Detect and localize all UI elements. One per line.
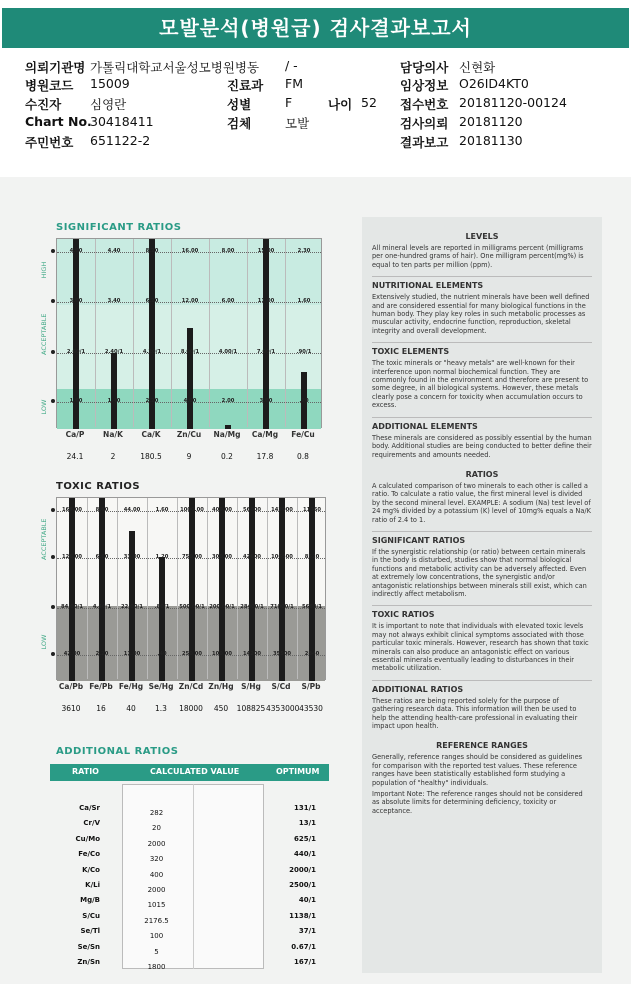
additional-optimum-value: 167/1 bbox=[293, 958, 316, 966]
scale-label: 3.00 bbox=[69, 297, 83, 304]
reference-heading: TOXIC ELEMENTS bbox=[372, 342, 592, 356]
reference-paragraph: If the synergistic relationship (or ratio) between certain minerals in the body is disturbed, studies show that normal biological functions and metabolic activity can be adversely affected. Even at extremely low concentrations, the synergistic and/or antagonistic relationships between minerals still exist, which can indirectly affect metabolism. bbox=[372, 547, 587, 598]
additional-current-value: 20 bbox=[152, 824, 161, 833]
scale-label: 3.40 bbox=[107, 297, 121, 304]
scale-label: 6.60 bbox=[95, 554, 109, 561]
scale-label: 126.00 bbox=[61, 554, 83, 561]
scale-label: 4.20/1 bbox=[142, 349, 162, 355]
grid-dot bbox=[51, 605, 55, 609]
ratio-value: 0.2 bbox=[221, 452, 233, 461]
scale-label: 100.00 bbox=[211, 651, 233, 658]
additional-ratio-label: Cr/V bbox=[83, 819, 100, 828]
additional-current-value: 2000 bbox=[147, 886, 166, 894]
reference-heading: NUTRITIONAL ELEMENTS bbox=[372, 276, 592, 290]
reference-heading: REFERENCE RANGES bbox=[436, 741, 528, 751]
ratio-value: 108825 bbox=[236, 704, 266, 713]
ratio-value: 16 bbox=[96, 704, 106, 713]
reference-paragraph: All mineral levels are reported in milligrams percent (milligrams per one-hundred grams of hair). One milligram percent(mg%) is equal to ten parts per million (ppm). bbox=[372, 244, 584, 269]
header-value: 15009 bbox=[90, 76, 130, 91]
header-value: O26ID4KT0 bbox=[459, 76, 529, 91]
chart-plot-area bbox=[56, 497, 326, 680]
ratio-bar bbox=[225, 425, 231, 429]
scale-label: 33.00 bbox=[123, 554, 141, 561]
scale-label: 300.00 bbox=[211, 554, 233, 561]
ratio-label: S/Hg bbox=[241, 682, 261, 691]
header-value: / - bbox=[285, 58, 298, 73]
scale-label: 28400/1 bbox=[240, 603, 264, 610]
grid-dot bbox=[51, 299, 55, 303]
additional-ratio-label: Se/Sn bbox=[77, 942, 100, 951]
additional-current-value: 320 bbox=[149, 855, 164, 864]
additional-optimum-value: 2000/1 bbox=[289, 865, 316, 874]
additional-ratio-label: Cu/Mo bbox=[75, 834, 100, 843]
zone-label: HIGH bbox=[40, 261, 48, 279]
header-label: 진료과 bbox=[227, 78, 264, 93]
additional-ratio-label: Se/Tl bbox=[80, 927, 100, 936]
scale-label: 2.40/1 bbox=[104, 349, 124, 355]
scale-label: 1000.00 bbox=[180, 506, 204, 513]
scale-label: 14200 bbox=[242, 651, 262, 658]
scale-label: 7.00/1 bbox=[256, 349, 276, 355]
header-label: 검체 bbox=[227, 116, 252, 131]
additional-ratio-label: Ca/Sr bbox=[79, 804, 100, 812]
scale-label: 8520 bbox=[304, 554, 320, 561]
additional-current-value: 2000 bbox=[147, 839, 166, 848]
scale-label: 2.00 bbox=[221, 398, 235, 405]
scale-label: 1.60 bbox=[155, 506, 169, 513]
header-label: 병원코드 bbox=[25, 78, 74, 93]
toxic-ratios-chart bbox=[22, 481, 328, 719]
additional-optimum-value: 2500/1 bbox=[289, 881, 316, 889]
ratio-label: Fe/Pb bbox=[89, 682, 113, 691]
scale-label: 4.00 bbox=[69, 248, 83, 255]
additional-optimum-value: 131/1 bbox=[293, 804, 316, 812]
reference-paragraph: These ratios are being reported solely for the purpose of gathering research data. This information will then be used to help the attending health-care professional in evaluating their impact upon health. bbox=[372, 696, 578, 731]
header-label: 접수번호 bbox=[400, 97, 449, 112]
ratio-value: 450 bbox=[213, 704, 229, 713]
header-value: FM bbox=[285, 76, 303, 91]
additional-ratio-label: K/Li bbox=[85, 881, 100, 889]
ratio-label: S/Pb bbox=[301, 682, 321, 691]
scale-label: .20 bbox=[299, 398, 309, 405]
scale-label: 35500 bbox=[272, 651, 292, 658]
reference-heading: LEVELS bbox=[465, 232, 499, 241]
scale-label: 11360 bbox=[302, 506, 322, 513]
scale-label: 2.30 bbox=[297, 248, 311, 255]
additional-current-value: 2176.5 bbox=[144, 916, 169, 925]
scale-label: 1.40 bbox=[107, 398, 121, 405]
scale-label: 1.20 bbox=[155, 554, 169, 561]
scale-label: 142000 bbox=[271, 506, 293, 513]
zone-label: LOW bbox=[40, 634, 48, 649]
ratio-bar bbox=[187, 328, 193, 429]
ratio-value: 1.3 bbox=[155, 704, 167, 713]
zone-label: ACCEPTABLE bbox=[40, 313, 48, 355]
ratio-label: Fe/Cu bbox=[291, 430, 315, 439]
scale-label: 11.00 bbox=[257, 297, 275, 304]
grid-dot bbox=[51, 508, 55, 512]
ratio-label: Zn/Cd bbox=[178, 682, 204, 691]
additional-ratio-label: Mg/B bbox=[80, 896, 100, 905]
grid-dot bbox=[51, 350, 55, 354]
header-label: Chart No. bbox=[25, 114, 92, 129]
scale-label: 4.40 bbox=[107, 248, 121, 255]
additional-ratio-label: Zn/Sn bbox=[77, 958, 100, 966]
table-header-bar bbox=[50, 764, 329, 781]
scale-label: 4.00 bbox=[183, 398, 197, 405]
reference-paragraph: The toxic minerals or "heavy metals" are well-known for their interference upon normal biochemical function. They are commonly found in the environment and therefore are present to some degree, in all biological systems. However, these metals clearly pose a concern for toxicity when accumulation occurs to excess. bbox=[372, 359, 589, 410]
scale-label: 1.60 bbox=[69, 398, 83, 405]
scale-label: 84.00/1 bbox=[61, 603, 83, 610]
additional-optimum-value: 440/1 bbox=[293, 850, 316, 859]
report-title: 모발분석(병원급) 검사결과보고서 bbox=[2, 8, 629, 48]
ratio-label: Ca/P bbox=[65, 430, 85, 439]
scale-label: 6.00 bbox=[221, 297, 235, 304]
ratio-label: Na/K bbox=[103, 430, 123, 439]
header-value: 신현화 bbox=[459, 60, 496, 75]
scale-label: 56800 bbox=[242, 506, 262, 513]
header-label: 임상정보 bbox=[400, 78, 449, 93]
reference-heading: ADDITIONAL RATIOS bbox=[372, 680, 592, 694]
scale-label: 500.00/1 bbox=[179, 603, 205, 610]
ratio-label: Ca/Pb bbox=[58, 682, 84, 691]
header-value: 20181130 bbox=[459, 133, 523, 148]
ratio-label: Zn/Cu bbox=[176, 430, 202, 439]
header-value: 651122-2 bbox=[90, 133, 151, 148]
scale-label: .80/1 bbox=[154, 603, 170, 610]
additional-ratio-label: S/Cu bbox=[82, 911, 100, 920]
grid-dot bbox=[51, 399, 55, 403]
scale-label: 2.20 bbox=[95, 651, 109, 658]
header-label: 나이 bbox=[328, 97, 353, 112]
additional-current-value: 1015 bbox=[147, 901, 166, 910]
column-header-optimum: OPTIMUM bbox=[276, 767, 320, 776]
scale-label: 71000/1 bbox=[270, 603, 294, 610]
ratio-value: 180.5 bbox=[140, 452, 162, 461]
additional-optimum-value: 40/1 bbox=[298, 896, 316, 905]
scale-label: 12.00 bbox=[181, 297, 199, 304]
scale-label: 2.60/1 bbox=[66, 349, 86, 355]
header-label: 수진자 bbox=[25, 97, 62, 112]
header-label: 성별 bbox=[227, 97, 252, 112]
additional-current-value: 100 bbox=[149, 932, 164, 941]
column-header-calculated: CALCULATED VALUE bbox=[150, 767, 240, 776]
scale-label: 6.20 bbox=[145, 297, 159, 304]
scale-label: 22.00/1 bbox=[121, 603, 143, 610]
zone-label: ACCEPTABLE bbox=[40, 518, 48, 560]
scale-label: 16.00 bbox=[181, 248, 199, 255]
ratio-value: 24.1 bbox=[66, 452, 84, 461]
reference-heading: RATIOS bbox=[465, 469, 499, 479]
ratio-value: 9 bbox=[186, 452, 192, 461]
zone-label: LOW bbox=[40, 399, 48, 415]
additional-optimum-value: 625/1 bbox=[293, 834, 316, 843]
header-value: 20181120-00124 bbox=[459, 95, 567, 110]
additional-optimum-value: 0.67/1 bbox=[291, 942, 316, 951]
reference-paragraph: Extensively studied, the nutrient minerals have been well defined and are considered essential for many biological functions in the human body. They play key roles in such metabolic processes as muscular activity, endocrine function, reproduction, skeletal integrity and overall development. bbox=[372, 293, 590, 335]
header-value: 모발 bbox=[285, 116, 310, 131]
reference-paragraph: Generally, reference ranges should be considered as guidelines for comparison with the reported test values. These reference ranges have been statistically established form studying a population of "healthy" individuals. bbox=[372, 753, 583, 787]
ratio-value: 18000 bbox=[179, 704, 203, 713]
scale-label: .90/1 bbox=[296, 349, 312, 355]
scale-label: 2840 bbox=[304, 651, 320, 658]
ratio-value: 40 bbox=[126, 704, 136, 713]
ratio-bar bbox=[111, 353, 117, 429]
scale-label: 3.00 bbox=[259, 398, 273, 405]
reference-heading: ADDITIONAL ELEMENTS bbox=[372, 417, 592, 431]
column-header-ratio: RATIO bbox=[72, 767, 99, 776]
scale-label: .40 bbox=[157, 651, 167, 658]
header-value: 20181120 bbox=[459, 114, 523, 129]
scale-label: 1.60 bbox=[297, 297, 311, 304]
scale-label: 750.00 bbox=[181, 554, 203, 561]
additional-current-value: 5 bbox=[154, 947, 159, 956]
additional-current-value: 400 bbox=[149, 870, 164, 879]
scale-label: 400.00 bbox=[211, 506, 233, 513]
header-value: 가톨릭대학교서울성모병원병동 bbox=[90, 60, 260, 75]
ratio-label: Ca/K bbox=[141, 430, 161, 439]
ratio-value: 2 bbox=[110, 452, 116, 461]
scale-label: 200.00/1 bbox=[209, 603, 235, 610]
reference-heading: SIGNIFICANT RATIOS bbox=[372, 531, 592, 545]
additional-optimum-value: 13/1 bbox=[298, 819, 316, 828]
header-value: F bbox=[285, 95, 293, 110]
ratio-value: 17.8 bbox=[256, 452, 274, 461]
scale-label: 4.40/1 bbox=[92, 603, 112, 610]
header-value: 52 bbox=[361, 95, 377, 110]
ratio-label: Zn/Hg bbox=[208, 682, 234, 691]
calculated-divider bbox=[193, 784, 194, 969]
ratio-value: 43530 bbox=[299, 704, 323, 713]
reference-paragraph: A calculated comparison of two minerals to each other is called a ratio. To calculate a ratio value, the first mineral level is divided by the second mineral level. EXAMPLE: A sodium (Na) test level of 24 mg% divided by a potassium (K) level of 10mg% equals a Na/K ratio of 2.4 to 1. bbox=[372, 481, 591, 524]
scale-label: 8.00/1 bbox=[180, 349, 200, 355]
scale-label: 11.00 bbox=[123, 651, 141, 658]
reference-paragraph: Important Note: The reference ranges should not be considered as absolute limits for determining deficiency, toxicity or acceptance. bbox=[372, 790, 583, 815]
additional-optimum-value: 37/1 bbox=[298, 927, 316, 936]
header-label: 주민번호 bbox=[25, 135, 74, 150]
ratio-label: Fe/Hg bbox=[118, 682, 144, 691]
scale-label: 106500 bbox=[271, 554, 293, 561]
table-title: ADDITIONAL RATIOS bbox=[56, 746, 179, 757]
additional-ratios-table bbox=[50, 746, 329, 971]
ratio-bar bbox=[159, 557, 165, 681]
scale-label: 2.20 bbox=[145, 398, 159, 405]
scale-label: 42600 bbox=[242, 554, 262, 561]
header-label: 검사의뢰 bbox=[400, 116, 449, 131]
reference-paragraph: It is important to note that individuals with elevated toxic levels may not always exhibit clinical symptoms associated with those particular toxic minerals. However, research has shown that toxic minerals can also produce an antagonistic effect on various essential minerals eventually leading to disturbances in their metabolic utilization. bbox=[372, 622, 589, 673]
header-label: 결과보고 bbox=[400, 135, 449, 150]
reference-info-panel bbox=[362, 217, 602, 973]
additional-optimum-value: 1138/1 bbox=[289, 911, 316, 920]
reference-paragraph: These minerals are considered as possibly essential by the human body. Additional studies are being conducted to better define their requirements and amounts needed. bbox=[372, 433, 592, 459]
additional-ratio-label: K/Co bbox=[82, 865, 100, 874]
ratio-value: 4353000 bbox=[266, 704, 300, 713]
additional-current-value: 282 bbox=[149, 809, 164, 817]
scale-label: 5680/1 bbox=[302, 603, 322, 610]
additional-current-value: 1800 bbox=[147, 963, 166, 971]
header-label: 담당의사 bbox=[400, 60, 449, 75]
chart-title: SIGNIFICANT RATIOS bbox=[56, 222, 182, 233]
reference-heading: TOXIC RATIOS bbox=[372, 605, 592, 619]
grid-dot bbox=[51, 249, 55, 253]
chart-title: TOXIC RATIOS bbox=[56, 481, 141, 492]
scale-label: 250.00 bbox=[181, 651, 203, 658]
scale-label: 44.00 bbox=[123, 506, 141, 513]
grid-dot bbox=[51, 555, 55, 559]
chart-plot-area bbox=[56, 238, 322, 428]
significant-ratios-chart bbox=[22, 222, 327, 470]
scale-label: 8.00 bbox=[221, 248, 235, 255]
scale-label: 4.00/1 bbox=[218, 349, 238, 355]
scale-label: 8.20 bbox=[145, 248, 159, 255]
ratio-label: Na/Mg bbox=[213, 430, 241, 439]
header-value: 심영란 bbox=[90, 97, 127, 112]
scale-label: 15.00 bbox=[257, 248, 275, 255]
ratio-label: Se/Hg bbox=[148, 682, 174, 691]
scale-label: 168.00 bbox=[61, 506, 83, 513]
scale-label: 42.00 bbox=[63, 651, 81, 658]
ratio-value: 3610 bbox=[61, 704, 81, 713]
additional-ratio-label: Fe/Co bbox=[78, 850, 100, 859]
scale-label: 8.80 bbox=[95, 506, 109, 513]
ratio-label: S/Cd bbox=[271, 682, 291, 691]
header-label: 의뢰기관명 bbox=[25, 60, 86, 75]
ratio-label: Ca/Mg bbox=[251, 430, 279, 439]
grid-dot bbox=[51, 652, 55, 656]
header-value: 30418411 bbox=[90, 114, 154, 129]
ratio-value: 0.8 bbox=[297, 452, 309, 461]
